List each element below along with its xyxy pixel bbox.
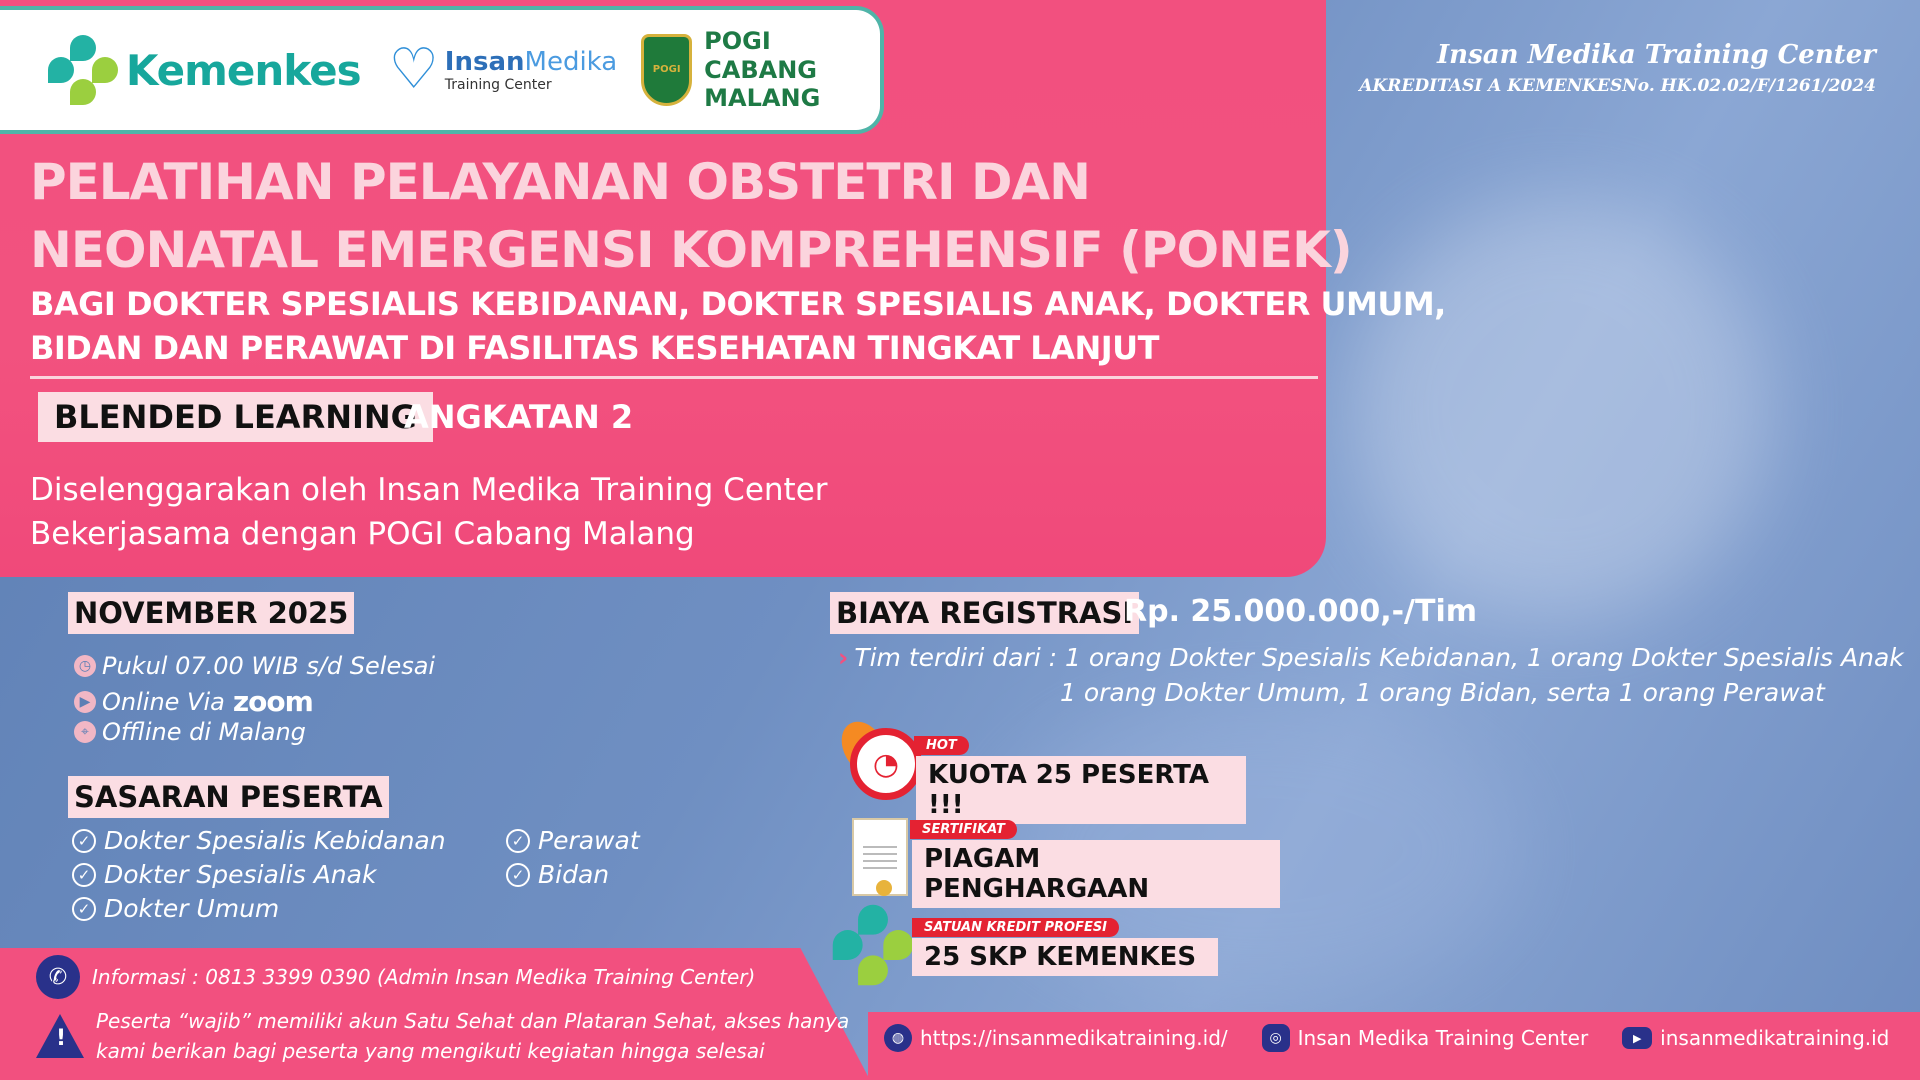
registration-label: BIAYA REGISTRASI [830,592,1139,634]
batch-label: ANGKATAN 2 [404,398,634,436]
instagram-icon: ◎ [1262,1024,1290,1052]
location-pin-icon: ⌖ [74,721,96,743]
target-item-label: Dokter Spesialis Anak [104,860,377,889]
pogi-line-1: POGI CABANG [704,26,817,84]
skp-tag: SATUAN KREDIT PROFESI [912,918,1119,937]
clock-icon: ◷ [74,655,96,677]
skp-label: 25 SKP KEMENKES [912,938,1218,976]
target-item [506,826,640,855]
contact-info [36,955,755,999]
website-link[interactable] [884,1024,1228,1052]
insan-name: Insan [444,47,525,77]
kemenkes-logo-icon [48,35,114,105]
warning-icon: ! [36,1014,84,1058]
pogi-logo [641,27,880,113]
team-line-1: Tim terdiri dari : 1 orang Dokter Spesialis Kebidanan, 1 orang Dokter Spesialis Anak [854,643,1904,672]
check-icon: ✓ [72,863,96,887]
insan-subtitle: Training Center [444,77,552,93]
globe-icon: ◍ [884,1024,912,1052]
target-item-label: Dokter Spesialis Kebidanan [104,826,446,855]
certificate-tag: SERTIFIKAT [910,820,1017,839]
subtitle-line-1: BAGI DOKTER SPESIALIS KEBIDANAN, DOKTER SPESIALIS ANAK, DOKTER UMUM, [30,285,1446,323]
page-title [30,148,1352,284]
organizer-info [30,468,828,556]
stopwatch-icon: ◔ [850,728,922,800]
target-heading: SASARAN PESERTA [68,776,389,818]
check-icon: ✓ [506,863,530,887]
youtube-link[interactable] [1622,1026,1889,1050]
team-composition [838,640,1904,710]
blended-learning-badge: BLENDED LEARNING [38,392,433,442]
center-name: Insan Medika Training Center [1437,40,1876,70]
accreditation-text: AKREDITASI A KEMENKESNo. HK.02.02/F/1261/2024 [1359,76,1876,96]
kemenkes-logo-text: Kemenkes [125,45,361,95]
target-item-label: Dokter Umum [104,894,280,923]
certificate-label: PIAGAM PENGHARGAAN [912,840,1280,908]
youtube-icon: ▶ [1622,1027,1652,1049]
organizer-line-2: Bekerjasama dengan POGI Cabang Malang [30,516,695,552]
phone-icon: ✆ [36,955,80,999]
hot-tag: HOT [914,736,969,755]
registration-price: Rp. 25.000.000,-/Tim [1124,594,1478,629]
target-item [72,894,279,923]
target-item [506,860,609,889]
instagram-text: Insan Medika Training Center [1297,1026,1589,1050]
team-line-2: 1 orang Dokter Umum, 1 orang Bidan, serta 1 orang Perawat [1060,678,1825,707]
check-icon: ✓ [72,897,96,921]
title-line-2: NEONATAL EMERGENSI KOMPREHENSIF (PONEK) [30,221,1352,279]
arrow-icon: › [838,643,849,672]
quota-label: KUOTA 25 PESERTA !!! [916,756,1246,824]
warning-info [36,1006,849,1066]
pogi-emblem-icon: POGI [641,34,692,106]
offline-info [74,718,306,746]
contact-text: Informasi : 0813 3399 0390 (Admin Insan Medika Training Center) [92,965,756,989]
online-info [74,685,313,718]
zoom-logo: zoom [232,685,313,718]
kemenkes-skp-icon [833,905,914,986]
logo-bar [0,6,884,134]
training-center-info [1359,40,1876,96]
target-item-label: Perawat [538,826,640,855]
warning-line-2: kami berikan bagi peserta yang mengikuti kegiatan hingga selesai [96,1039,765,1063]
divider [30,376,1318,379]
online-text: Online Via [102,687,225,716]
background-blur [1350,200,1770,620]
subtitle-line-2: BIDAN DAN PERAWAT DI FASILITAS KESEHATAN TINGKAT LANJUT [30,329,1159,367]
warning-line-1: Peserta “wajib” memiliki akun Satu Sehat dan Plataran Sehat, akses hanya [96,1009,850,1033]
insan-name-light: Medika [524,47,618,77]
date-badge: NOVEMBER 2025 [68,592,354,634]
insan-medika-logo [388,37,618,102]
page-subtitle [30,282,1446,370]
title-line-1: PELATIHAN PELAYANAN OBSTETRI DAN [30,153,1091,211]
video-camera-icon: ▶ [74,691,96,713]
seal-icon [876,880,892,896]
time-info [74,652,435,680]
offline-text: Offline di Malang [102,718,306,746]
time-text: Pukul 07.00 WIB s/d Selesai [102,652,436,680]
instagram-link[interactable] [1262,1024,1589,1052]
target-item [72,826,446,855]
pogi-line-2: MALANG [704,84,821,113]
check-icon: ✓ [72,829,96,853]
target-item [72,860,376,889]
check-icon: ✓ [506,829,530,853]
organizer-line-1: Diselenggarakan oleh Insan Medika Training Center [30,472,828,508]
social-links [884,1024,1889,1052]
target-item-label: Bidan [538,860,610,889]
heart-icon: ♡ [388,37,439,102]
website-text: https://insanmedikatraining.id/ [920,1026,1228,1050]
youtube-text: insanmedikatraining.id [1660,1026,1890,1050]
